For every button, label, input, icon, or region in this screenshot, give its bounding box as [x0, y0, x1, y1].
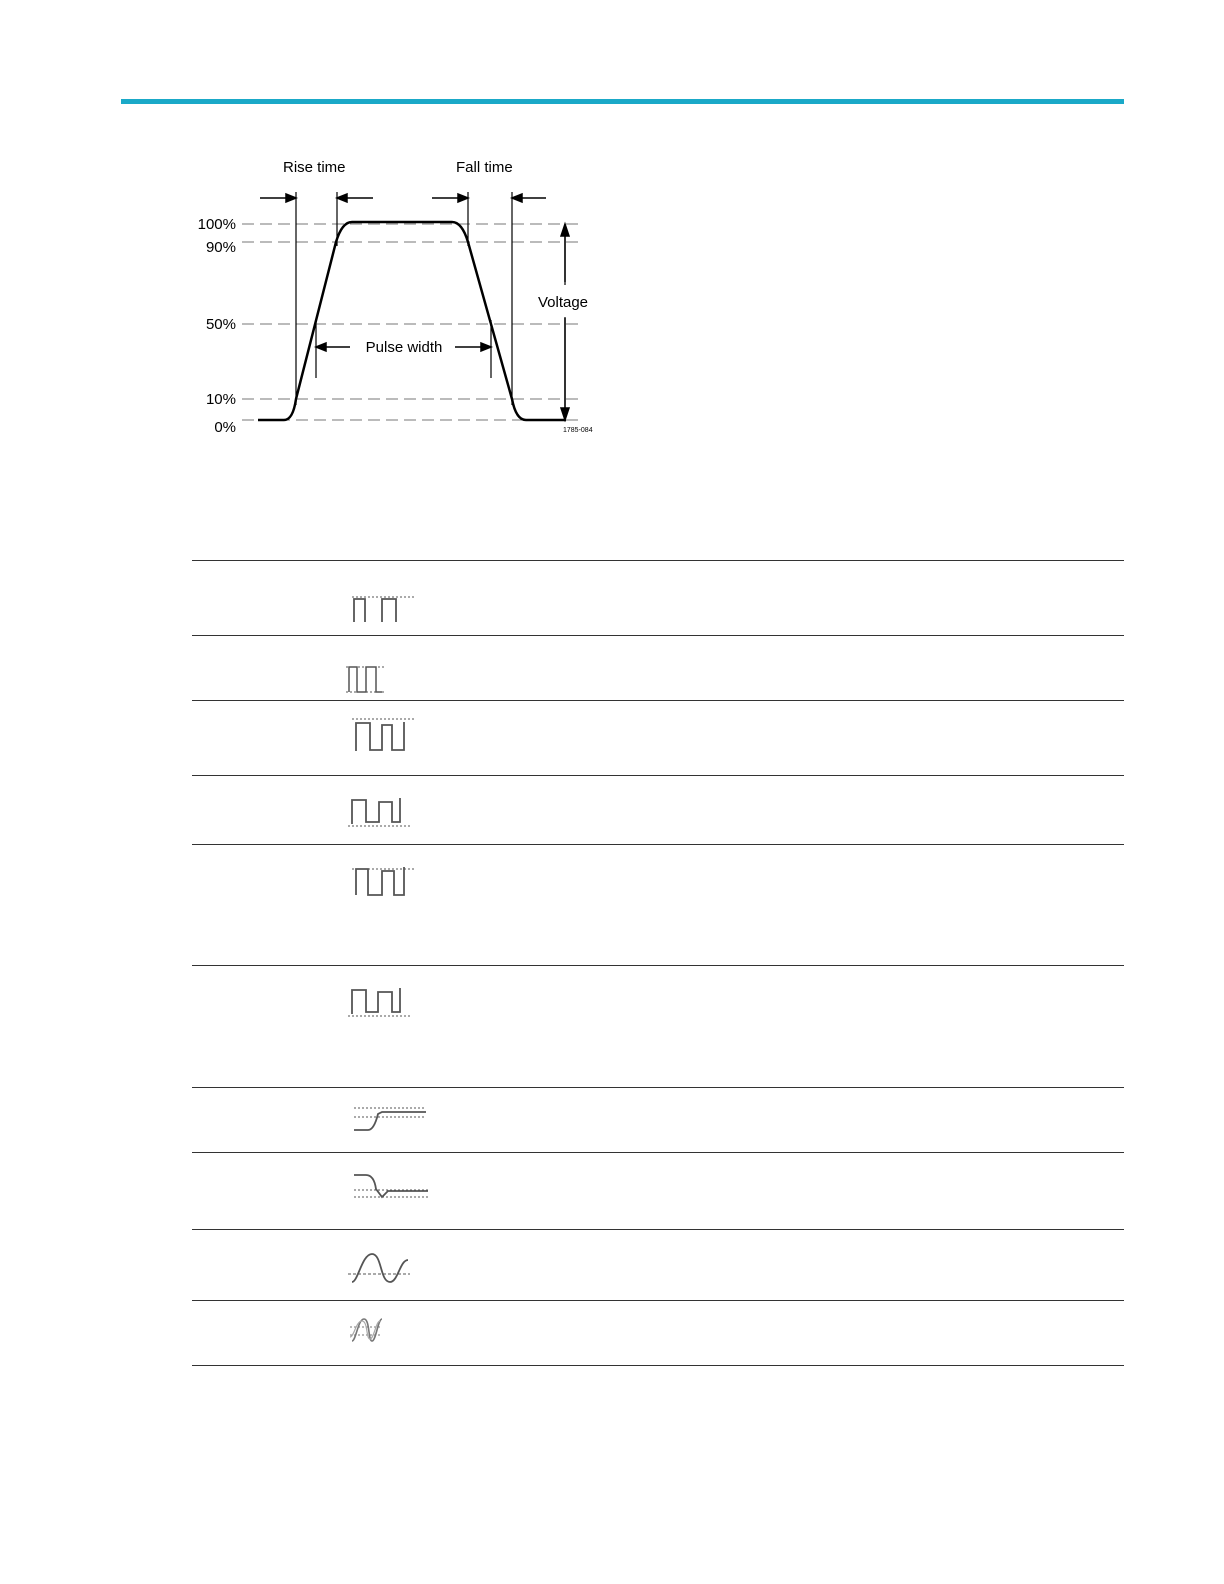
measurement-icon-table [192, 560, 1124, 1366]
table-row [192, 845, 1124, 966]
pulse-bottom-ref-icon [344, 792, 434, 837]
narrow-pulse-train-icon [344, 652, 434, 697]
table-row [192, 561, 1124, 636]
figure-id: 1785-084 [563, 427, 593, 434]
pulse-width-label: Pulse width [365, 339, 443, 356]
table-row [192, 1301, 1124, 1366]
table-row [192, 636, 1124, 701]
level-10-label: 10% [205, 391, 236, 408]
table-row [192, 1230, 1124, 1301]
header-rule [121, 99, 1124, 104]
rise-time-label: Rise time [283, 159, 346, 176]
level-50-label: 50% [205, 316, 236, 333]
fall-time-label: Fall time [456, 159, 513, 176]
positive-pulse-icon [344, 982, 434, 1027]
negative-pulse-icon [344, 861, 434, 906]
dense-sine-wave-icon [344, 1317, 434, 1362]
table-row [192, 1088, 1124, 1153]
falling-edge-icon [344, 1169, 434, 1214]
table-row [192, 966, 1124, 1088]
voltage-label: Voltage [537, 294, 589, 311]
table-row [192, 1153, 1124, 1230]
pulse-timing-diagram [190, 150, 610, 450]
table-row [192, 776, 1124, 845]
rising-edge-icon [344, 1104, 434, 1149]
positive-pulse-train-icon [344, 577, 434, 622]
level-0-label: 0% [214, 419, 236, 436]
table-row [192, 701, 1124, 776]
sine-wave-icon [344, 1246, 434, 1291]
pulse-waveform [258, 222, 566, 420]
level-90-label: 90% [205, 239, 236, 256]
negative-pulse-top-ref-icon [344, 717, 434, 762]
level-100-label: 100% [197, 216, 236, 233]
